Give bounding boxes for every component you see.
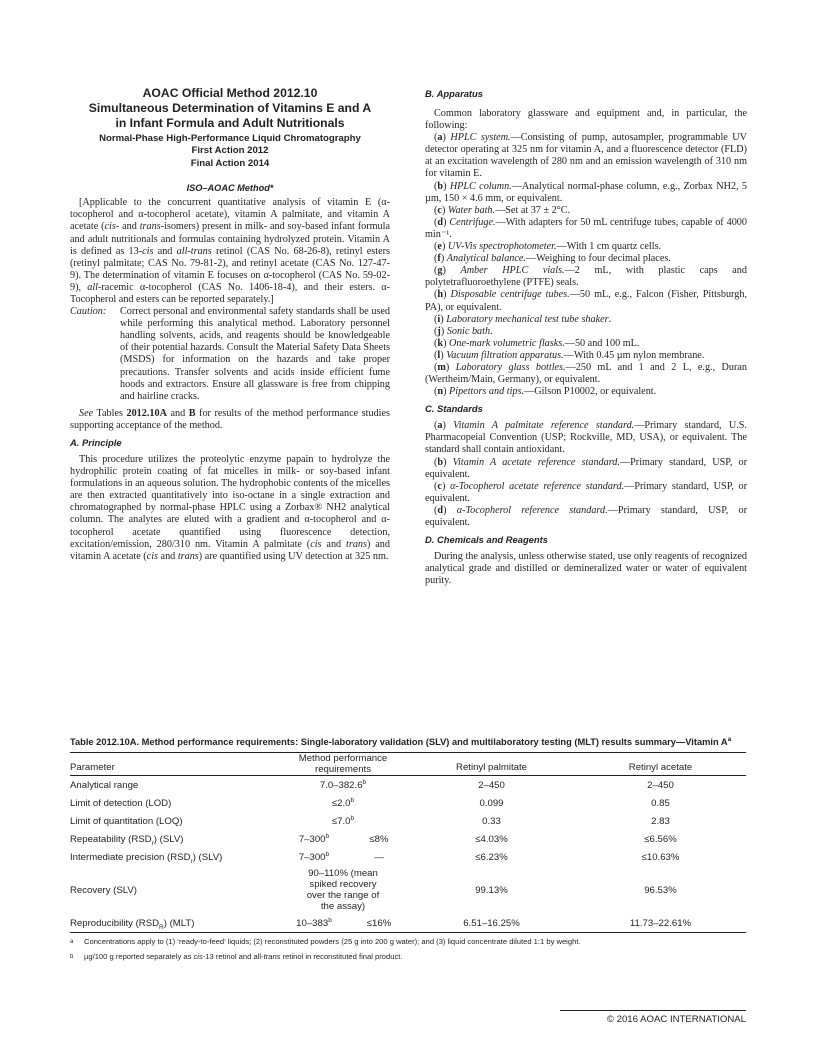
- footnote-a-mark: a: [70, 939, 74, 945]
- apparatus-item-name: HPLC column.: [449, 180, 512, 192]
- cell-parameter-text: Reproducibility (RSD: [70, 917, 160, 929]
- see-and: and: [166, 407, 189, 419]
- cell-requirement-sup: b: [328, 916, 332, 924]
- footnote-a-text: Concentrations apply to (1) ‘ready-to-feed’ liquids; (2) reconstituted powders (25 g into 200 g water); and (3) liquid concentrate diluted 1:1 by weight.: [84, 937, 581, 946]
- principle-trans-1: trans: [346, 538, 367, 550]
- standards-item-name: Vitamin A acetate reference standard.: [452, 456, 620, 468]
- method-subtitle: [70, 133, 390, 170]
- table-row: [70, 794, 746, 812]
- caution-text: Correct personal and environmental safety standards shall be used while performing this analytical method. Laboratory personnel handling solvents, acids, and reagents should be knowledgeable of their potential hazards. Consult the Material Safety Data Sheets (MSDS) for information on the hazards and take proper precautions. Transfer solvents and acids inside efficient fume hoods and extractors. Ensure all glassware is free from chipping and hairline cracks.: [120, 306, 390, 402]
- apparatus-item-text: —Gilson P10002, or equivalent.: [524, 386, 657, 398]
- cell-retinyl-acetate: 0.85: [651, 797, 670, 809]
- table-ref-a: 2012.10A: [126, 407, 167, 419]
- cell-requirement-sup: b: [350, 796, 355, 804]
- cell-retinyl-palmitate: 2–450: [478, 779, 505, 791]
- apparatus-item-letter: n: [437, 386, 444, 398]
- col-header-retinyl-palmitate: Retinyl palmitate: [408, 753, 575, 776]
- title-line-3: in Infant Formula and Adult Nutritionals: [115, 116, 345, 130]
- method-label: ISO–AOAC Method*: [186, 183, 274, 194]
- apparatus-item-letter: e: [437, 241, 442, 253]
- trans-word: trans: [139, 221, 161, 233]
- apparatus-item-name: Sonic bath: [446, 325, 491, 337]
- apparatus-item-name: Pipettors and tips.: [449, 386, 525, 398]
- footnote-b-mark: b: [70, 954, 74, 960]
- applicability-paragraph: [70, 197, 390, 306]
- cell-parameter-text: Intermediate precision (RSD: [70, 851, 191, 863]
- apparatus-item-name: Amber HPLC vials.: [460, 265, 565, 277]
- standards-item: (d) α-Tocopherol reference standard.—Primary standard, USP, or equivalent.: [425, 504, 747, 528]
- apparatus-item-letter: l: [437, 349, 441, 361]
- apparatus-item-name: One-mark volumetric flasks.: [449, 337, 565, 349]
- reagents-heading: D. Chemicals and Reagents: [425, 534, 548, 546]
- standards-item-letter: d: [437, 504, 444, 516]
- cell-retinyl-acetate: 96.53%: [644, 884, 677, 896]
- cell-requirement-text: ≤7.0: [331, 815, 351, 827]
- principle-and-2: and: [158, 550, 178, 562]
- table-row: [70, 812, 746, 830]
- caution-block: [70, 306, 390, 403]
- footnote-b: [70, 952, 746, 962]
- copyright-footer: © 2016 AOAC INTERNATIONAL: [560, 1010, 746, 1025]
- cell-requirement: [278, 776, 408, 795]
- apparatus-item: (k) One-mark volumetric flasks.—50 and 100 mL.: [434, 337, 640, 349]
- cis-word-2: cis: [142, 245, 154, 257]
- apparatus-item-name: Water bath.: [447, 204, 496, 216]
- apparatus-item-letter: j: [437, 325, 441, 337]
- apparatus-item: (j) Sonic bath.: [434, 325, 493, 337]
- cell-retinyl-acetate: 2.83: [651, 815, 670, 827]
- performance-table-block: [70, 737, 746, 962]
- apparatus-item-text: —With 0.45 µm nylon membrane.: [563, 349, 705, 361]
- cell-requirement: [278, 812, 408, 830]
- cell-parameter-text-2: ) (MLT): [163, 917, 195, 929]
- footnote-b-cis: cis: [193, 952, 203, 961]
- subtitle-line-3: Final Action 2014: [190, 157, 270, 169]
- standards-list: [425, 420, 747, 529]
- standards-item-name: α-Tocopherol acetate reference standard.: [450, 480, 625, 492]
- apparatus-item: (a) HPLC system.—Consisting of pump, autosampler, programmable UV detector operating at 325 nm for vitamin A, and a fluorescence detector (FLD) at an excitation wavelength of 280 nm and an emission wavelength of 310 nm for vitamin E.: [425, 132, 747, 180]
- cell-requirement-limit: ≤8%: [369, 833, 389, 845]
- standards-item: (c) α-Tocopherol acetate reference standard.—Primary standard, USP, or equivalent.: [425, 480, 747, 504]
- cell-requirement: [278, 866, 408, 914]
- cell-retinyl-palmitate: 0.099: [479, 797, 504, 809]
- footnote-b-text-2: -13 retinol and all-: [202, 952, 264, 961]
- cell-requirement-text: 7–300: [298, 851, 326, 863]
- apparatus-item: (h) Disposable centrifuge tubes.—50 mL, e.g., Falcon (Fisher, Pittsburgh, PA), or equivalent.: [425, 289, 747, 313]
- col-header-retinyl-acetate: Retinyl acetate: [575, 753, 746, 776]
- cell-parameter-text-2: ) (SLV): [153, 833, 184, 845]
- cell-requirement-sup: b: [325, 832, 330, 840]
- apparatus-item-text: —Analytical normal-phase column, e.g., Zorbax NH2, 5 µm, 150 × 4.6 mm, or equivalent.: [425, 180, 748, 204]
- principle-paragraph: [70, 454, 390, 563]
- cell-requirement: [278, 794, 408, 812]
- cell-retinyl-palmitate: 6.51–16.25%: [408, 914, 575, 933]
- apparatus-item-text: —With adapters for 50 mL centrifuge tubes, capable of 4000 min⁻¹.: [425, 216, 747, 240]
- apparatus-item-name: Analytical balance.: [446, 253, 526, 265]
- cell-requirement-sup: b: [350, 814, 355, 822]
- apparatus-item-letter: g: [437, 265, 443, 277]
- cell-requirement-range: [278, 830, 350, 848]
- principle-cis-1: cis: [310, 538, 322, 550]
- standards-item: (b) Vitamin A acetate reference standard.—Primary standard, USP, or equivalent.: [425, 456, 747, 480]
- apparatus-item: (b) HPLC column.—Analytical normal-phase column, e.g., Zorbax NH2, 5 µm, 150 × 4.6 mm, or equivalent.: [425, 180, 748, 204]
- apparatus-item: (d) Centrifuge.—With adapters for 50 mL centrifuge tubes, capable of 4000 min⁻¹.: [425, 216, 747, 240]
- footnote-b-text-3: retinol in reconstituted final product.: [280, 952, 403, 961]
- apparatus-item-letter: d: [437, 216, 444, 228]
- apparatus-item: (i) Laboratory mechanical test tube shaker.: [434, 313, 612, 325]
- cell-requirement-limit: —: [374, 851, 384, 863]
- table-row: [70, 848, 746, 866]
- see-text-1: Tables: [93, 407, 127, 419]
- cell-retinyl-palmitate: 0.33: [482, 815, 501, 827]
- cell-parameter: [70, 848, 278, 866]
- alltrans-word: all-trans: [176, 245, 212, 257]
- cell-retinyl-acetate: 11.73–22.61%: [575, 914, 746, 933]
- footnote-b-text-1: µg/100 g reported separately as: [84, 952, 194, 961]
- table-row: [70, 776, 746, 795]
- see-word: See: [79, 407, 94, 419]
- cell-requirement-text: 7.0–382.6: [319, 779, 363, 791]
- apparatus-item: (g) Amber HPLC vials.—2 mL, with plastic caps and polytetrafluoroethylene (PTFE) seals.: [425, 265, 747, 289]
- applicable-text-1: [Applicable to the concurrent quantitative analysis of vitamin E (α-tocopherol and α-tocopherol acetate), vitamin A palmitate, and vitamin A acetate (: [70, 197, 390, 233]
- col-header-parameter: Parameter: [70, 753, 278, 776]
- standards-item-text: —Primary standard, USP, or equivalent.: [425, 480, 747, 504]
- all-word: all: [87, 281, 99, 293]
- cell-parameter-text-2: ) (SLV): [192, 851, 223, 863]
- cis-word: cis: [104, 221, 116, 233]
- cell-parameter: [70, 812, 278, 830]
- apparatus-item-text: —With 1 cm quartz cells.: [556, 241, 662, 253]
- left-column: [70, 86, 390, 563]
- apparatus-item: (c) Water bath.—Set at 37 ± 2°C.: [434, 204, 571, 216]
- principle-cis-2: cis: [146, 550, 158, 562]
- apparatus-item-text: .: [490, 325, 493, 337]
- standards-item-text: —Primary standard, USP, or equivalent.: [425, 456, 747, 480]
- apparatus-item-text: —2 mL, with plastic caps and polytetrafluoroethylene (PTFE) seals.: [425, 265, 747, 289]
- apparatus-item-letter: f: [437, 253, 441, 265]
- apparatus-item-text: —50 mL, e.g., Falcon (Fisher, Pittsburgh, PA), or equivalent.: [425, 289, 747, 313]
- cell-parameter: [70, 914, 278, 933]
- principle-heading: A. Principle: [70, 437, 122, 448]
- standards-item-text: —Primary standard, U.S. Pharmacopeial Convention (USP; Rockville, MD, USA), or equivalent. The standard shall contain antioxidant.: [425, 420, 747, 456]
- cell-parameter: [70, 776, 278, 795]
- reagents-paragraph: During the analysis, unless otherwise stated, use only reagents of recognized analytical grade and distilled or demineralized water or water of equivalent purity.: [425, 551, 747, 587]
- cell-parameter-text: Recovery (SLV): [70, 884, 137, 896]
- apparatus-item-text: —250 mL and 1 and 2 L, e.g., Duran (Wertheim/Main, Germany), or equivalent.: [425, 361, 748, 386]
- apparatus-item-text: —Weighing to four decimal places.: [525, 253, 671, 265]
- cell-retinyl-palmitate: ≤4.03%: [475, 833, 508, 845]
- subtitle-line-2: First Action 2012: [191, 145, 269, 157]
- table-ref-b: B: [188, 407, 196, 419]
- cell-parameter: [70, 866, 278, 914]
- cell-requirement-range: [278, 914, 350, 933]
- cell-parameter: [70, 830, 278, 848]
- footnote-b-trans: trans: [263, 952, 281, 961]
- apparatus-item-letter: i: [437, 313, 441, 325]
- cell-parameter-sub: r: [151, 839, 154, 847]
- standards-item-name: Vitamin A palmitate reference standard.: [453, 420, 635, 432]
- apparatus-item-text: —Set at 37 ± 2°C.: [495, 204, 571, 216]
- cell-parameter-text: Analytical range: [70, 779, 139, 791]
- caution-label: Caution:: [70, 306, 107, 318]
- apparatus-intro: Common laboratory glassware and equipment and, in particular, the following:: [425, 108, 747, 132]
- applicable-text-5: -racemic α-tocopherol (CAS No. 1406-18-4), and their esters. α-Tocopherol and esters can be reported separately.]: [70, 281, 390, 305]
- apparatus-item-letter: c: [437, 204, 442, 216]
- apparatus-item-name: UV-Vis spectrophotometer.: [447, 241, 557, 253]
- cell-parameter-sub: r: [190, 857, 193, 865]
- apparatus-item-letter: h: [437, 289, 444, 301]
- method-title: [70, 86, 390, 131]
- cell-retinyl-acetate: ≤10.63%: [641, 851, 680, 863]
- cell-retinyl-palmitate: 99.13%: [475, 884, 508, 896]
- table-row: [70, 830, 746, 848]
- standards-item-letter: a: [437, 420, 443, 432]
- and-word: - and: [115, 221, 140, 233]
- principle-text-3: ) are quantified using UV detection at 325 nm.: [198, 550, 389, 562]
- cell-parameter-text: Limit of quantitation (LOQ): [70, 815, 183, 827]
- cell-requirement-text: 7–300: [298, 833, 326, 845]
- apparatus-item-name: HPLC system.: [450, 132, 511, 144]
- principle-and-1: and: [321, 538, 347, 550]
- table-row: [70, 914, 746, 933]
- standards-heading: C. Standards: [425, 403, 483, 415]
- apparatus-list: [425, 132, 747, 398]
- principle-text-2: ) and vitamin A acetate (: [70, 538, 390, 562]
- standards-item: (a) Vitamin A palmitate reference standard.—Primary standard, U.S. Pharmacopeial Convention (USP; Rockville, MD, USA), or equivalent. The standard shall contain antioxidant.: [425, 420, 747, 456]
- cell-requirement-text: 10–383: [296, 917, 329, 929]
- apparatus-item-text: —Consisting of pump, autosampler, programmable UV detector operating at 325 nm for vitamin A, and a fluorescence detector (FLD) at an excitation wavelength of 280 nm and an emission wavelength of 310 nm for vitamin E.: [425, 132, 747, 180]
- apparatus-item-letter: b: [437, 180, 444, 192]
- title-line-1: AOAC Official Method 2012.10: [142, 86, 318, 100]
- table-caption-text: Table 2012.10A. Method performance requirements: Single-laboratory validation (SLV) and multilaboratory testing (MLT) results summary—Vitamin A: [70, 737, 728, 747]
- principle-text-1: This procedure utilizes the proteolytic enzyme papain to hydrolyze the hydrophilic protein coating of fat micelles in milk- or soy-based infant formulations in an aqueous solution. The hydrophobic contents of the micelles are then extracted quantitatively into iso-octane in a single extraction and chromatographed by normal-phase HPLC using a Zorbax® NH2 analytical column. The analytes are eluted with a gradient and α-tocopherol and α-tocopherol acetate quantified using fluorescence detection, excitation/emission, 280/310 nm. Vitamin A palmitate (: [70, 454, 390, 550]
- cell-requirement-limit: ≤16%: [350, 914, 408, 933]
- applicable-text-2: -isomers) present in milk- and soy-based infant formula and adult nutritionals and formulas containing hydrolyzed protein. Vitamin A is defined as 13-: [70, 221, 390, 257]
- cell-parameter: [70, 794, 278, 812]
- cell-parameter-text: Repeatability (RSD: [70, 833, 152, 845]
- table-row: [70, 866, 746, 914]
- apparatus-item-letter: k: [437, 337, 444, 349]
- cell-requirement-sup: b: [325, 850, 330, 858]
- apparatus-item-letter: a: [437, 132, 443, 144]
- apparatus-item-name: Laboratory glass bottles.: [455, 361, 566, 373]
- apparatus-item: (n) Pipettors and tips.—Gilson P10002, or equivalent.: [434, 386, 657, 398]
- performance-table: [70, 753, 746, 933]
- subtitle-line-1: Normal-Phase High-Performance Liquid Chromatography: [99, 133, 361, 144]
- cell-retinyl-acetate: 2–450: [647, 779, 674, 791]
- col-header-requirements: Method performance requirements: [278, 753, 408, 776]
- apparatus-item: (e) UV-Vis spectrophotometer.—With 1 cm quartz cells.: [434, 241, 662, 253]
- apparatus-item-name: Centrifuge.: [449, 216, 496, 228]
- apparatus-item: (m) Laboratory glass bottles.—250 mL and 1 and 2 L, e.g., Duran (Wertheim/Main, Germany), or equivalent.: [425, 361, 748, 386]
- applicable-text-3: and: [153, 245, 177, 257]
- standards-item-text: —Primary standard, USP, or equivalent.: [425, 504, 747, 528]
- apparatus-item-name: Vacuum filtration apparatus.: [446, 349, 564, 361]
- principle-trans-2: trans: [177, 550, 199, 562]
- cell-retinyl-palmitate: ≤6.23%: [475, 851, 508, 863]
- cell-requirement-text: 90–110% (mean spiked recovery over the range of the assay): [306, 868, 380, 912]
- see-text-2: for results of the method performance studies supporting acceptance of the method.: [70, 407, 390, 431]
- apparatus-item-letter: m: [437, 361, 446, 373]
- apparatus-item-text: —50 and 100 mL.: [564, 337, 640, 349]
- standards-item-name: α-Tocopherol reference standard.: [456, 504, 608, 516]
- footnote-a: [70, 937, 746, 947]
- cell-retinyl-acetate: ≤6.56%: [644, 833, 677, 845]
- standards-item-letter: c: [437, 480, 442, 492]
- cell-requirement-range: [278, 848, 350, 866]
- apparatus-heading: B. Apparatus: [425, 88, 483, 99]
- apparatus-item-name: Laboratory mechanical test tube shaker: [446, 313, 609, 325]
- table-body: [70, 776, 746, 933]
- table-caption: [70, 737, 746, 748]
- cell-parameter-sub: R: [159, 923, 164, 931]
- title-line-2: Simultaneous Determination of Vitamins E and A: [88, 101, 372, 115]
- cell-parameter-text: Limit of detection (LOD): [70, 797, 172, 809]
- cell-requirement-text: ≤2.0: [331, 797, 351, 809]
- see-tables-paragraph: [70, 408, 390, 432]
- right-column: [425, 88, 747, 587]
- standards-item-letter: b: [437, 456, 444, 468]
- apparatus-item: (l) Vacuum filtration apparatus.—With 0.45 µm nylon membrane.: [434, 349, 705, 361]
- cell-requirement-sup: b: [362, 778, 367, 786]
- apparatus-item-name: Disposable centrifuge tubes.: [450, 289, 570, 301]
- apparatus-item: (f) Analytical balance.—Weighing to four decimal places.: [434, 253, 671, 265]
- footnote-b-text: [84, 952, 402, 962]
- applicable-text-4: retinol (CAS No. 68-26-8), retinyl esters (retinyl palmitate; CAS No. 79-81-2), and retinyl acetate (CAS No. 127-47-9). The determination of vitamin E focuses on α-tocopherol (CAS No. 59-02-9),: [70, 245, 390, 293]
- table-caption-sup: a: [727, 735, 732, 743]
- apparatus-item-text: .: [608, 313, 612, 325]
